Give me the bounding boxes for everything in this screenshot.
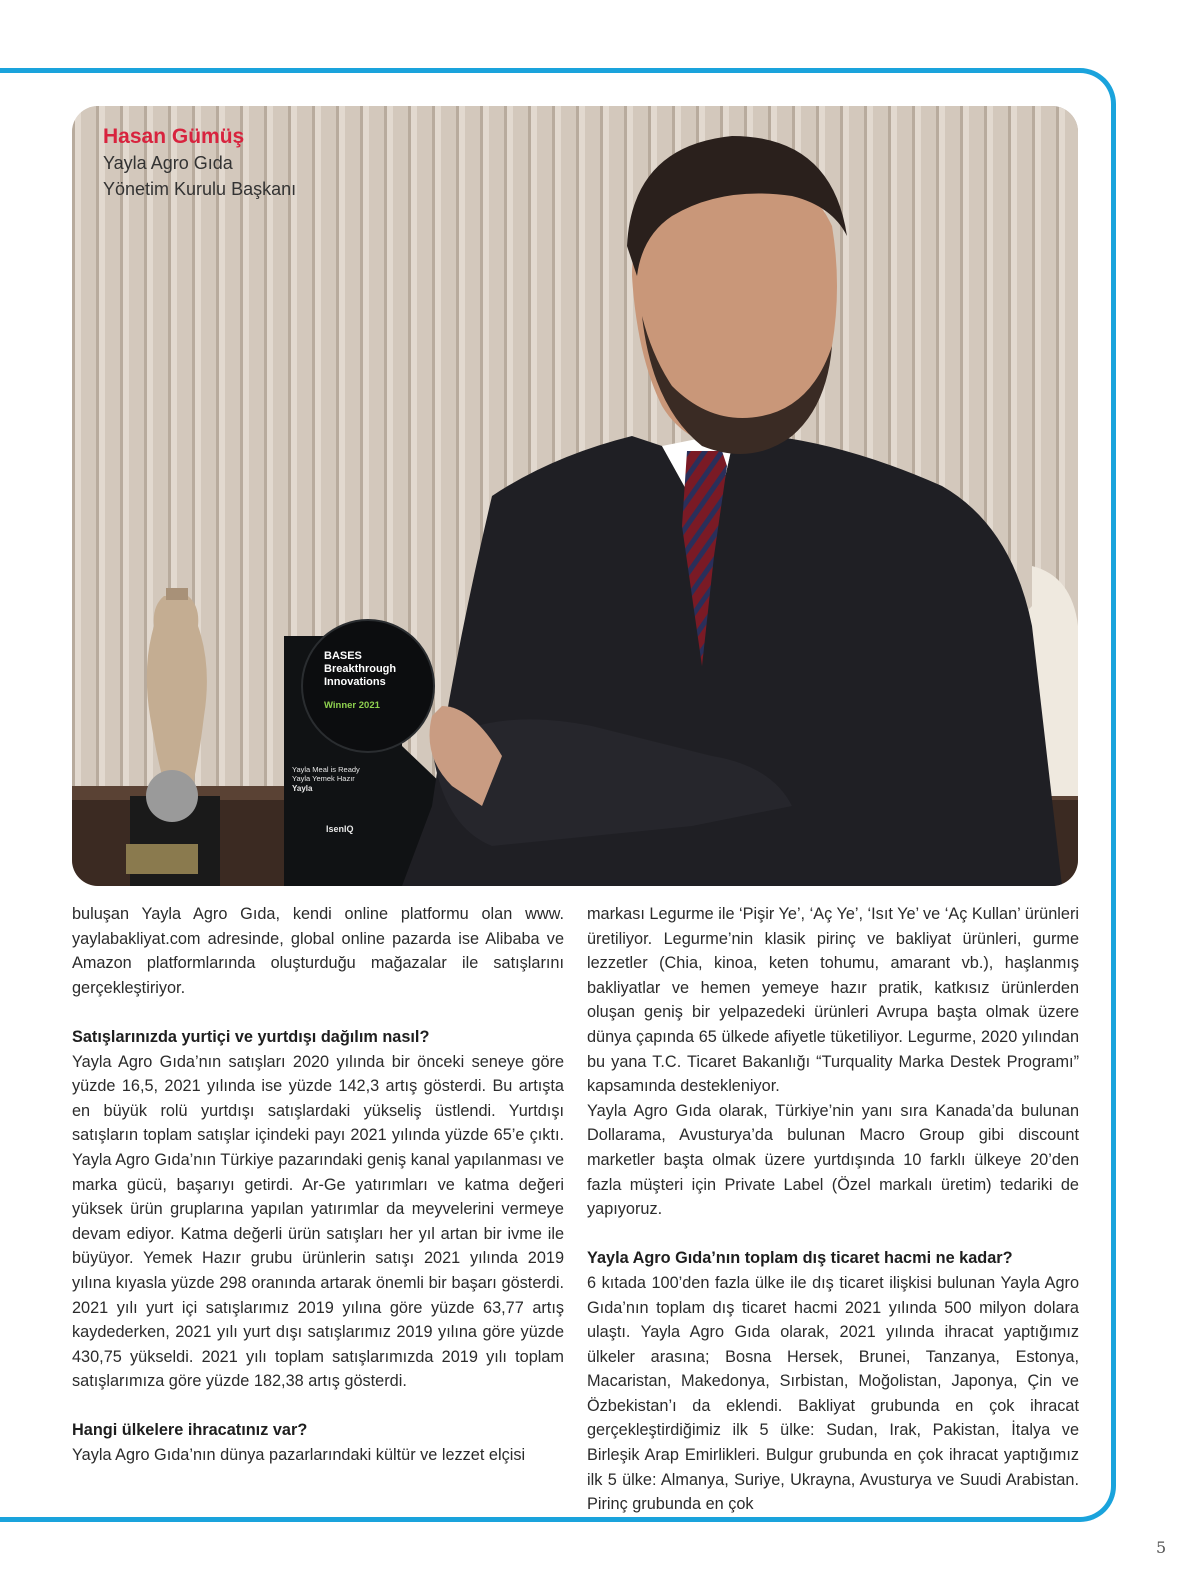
person-company: Yayla Agro Gıda bbox=[103, 153, 233, 173]
person-name: Hasan Gümüş bbox=[103, 125, 245, 148]
person-title: Yönetim Kurulu Başkanı bbox=[103, 179, 297, 199]
photo-caption bbox=[103, 124, 296, 202]
portrait-illustration bbox=[72, 106, 1078, 886]
question-export-countries: Hangi ülkelere ihracatınız var? bbox=[72, 1421, 308, 1440]
right-column bbox=[587, 902, 1079, 1517]
award-brand: IsenIQ bbox=[326, 824, 354, 834]
question-trade-volume: Yayla Agro Gıda’nın toplam dış ticaret hacmi ne kadar? bbox=[587, 1249, 1013, 1268]
answer-export-countries-start: Yayla Agro Gıda’nın dünya pazarlarındaki kültür ve lezzet elçisi bbox=[72, 1446, 526, 1465]
answer-trade-volume: 6 kıtada 100’den fazla ülke ile dış ticaret ilişkisi bulunan Yayla Agro Gıda’nın toplam dış ticaret hacmi 2021 yılında 500 milyon dolara ulaştı. Yayla Agro Gıda olarak, 2021 yılında ihracat yaptığımız ülkeler arasına; Bosna Hersek, Brunei, Tanzanya, Estonya, Macaristan, Makedonya, Sırbistan, Moğolistan, Japonya, Çin ve Özbekistan’ı da eklendi. Bakliyat grubunda en çok ihracat gerçekleştirdiğimiz ilk 5 ülke: Sudan, Irak, Pakistan, İtalya ve Birleşik Arap Emirlikleri. Bulgur grubunda en çok ihracat yaptığımız ilk 5 ülke: Almanya, Suriye, Ukrayna, Avusturya ve Suudi Arabistan. Pirinç grubunda en çok bbox=[587, 1273, 1079, 1514]
page-number: 5 bbox=[1156, 1538, 1167, 1557]
right-paragraph-2: Yayla Agro Gıda olarak, Türkiye’nin yanı sıra Kanada’da bulunan Dollarama, Avusturya’da bulunan Macro Group gibi discount marketler başta olmak üzere yurtdışında 10 farklı ülkeye 20’den fazla müşteri için Private Label (Özel markalı üretim) tedariki de yapıyoruz. bbox=[587, 1101, 1079, 1219]
award-line3: Innovations bbox=[324, 676, 386, 688]
question-sales-distribution: Satışlarınızda yurtiçi ve yurtdışı dağılım nasıl? bbox=[72, 1027, 430, 1046]
award-line2: Breakthrough bbox=[324, 663, 397, 675]
award-line4: Winner 2021 bbox=[324, 700, 380, 711]
award-line1: BASES bbox=[324, 650, 362, 662]
left-paragraph-1: buluşan Yayla Agro Gıda, kendi online platformu olan www. yaylabakliyat.com adresinde, global online pazarda ise Alibaba ve Amazon platformlarında oluşturduğu mağazalar ile satışlarını gerçekleştiriyor. bbox=[72, 905, 564, 997]
award-product1: Yayla Meal is Ready bbox=[292, 765, 360, 774]
right-paragraph-1: markası Legurme ile ‘Pişir Ye’, ‘Aç Ye’, ‘Isıt Ye’ ve ‘Aç Kullan’ ürünleri üretiliyor. Legurme’nin klasik pirinç ve bakliyat ürünleri, gurme lezzetler (Chia, kinoa, keten tohumu, amarant vb.), haşlanmış bakliyatlar ve hemen yemeye hazır pratik, katkısız ürünlerden oluşan geniş bir yelpazedeki ürünleri Avrupa başta olmak üzere dünya çapında 65 ülkede afiyetle tüketiliyor. Legurme, 2020 yılından bu yana T.C. Ticaret Bakanlığı “Turquality Marka Destek Programı” kapsamında destekleniyor. bbox=[587, 905, 1079, 1096]
answer-sales-distribution: Yayla Agro Gıda’nın satışları 2020 yılında bir önceki seneye göre yüzde 16,5, 2021 yılında ise yüzde 142,3 artış gösterdi. Bu artışta en büyük rolü yurtdışı satışlardaki yükseliş üstlendi. Yurtdışı satışların toplam satışlar içindeki payı 2021 yılında yüzde 65’e çıktı. Yayla Agro Gıda’nın Türkiye pazarındaki geniş kanal yapılanması ve marka gücü, başarıyı getirdi. Ar-Ge yatırımları ve katma değeri yüksek ürün gruplarına yapılan yatırımlar da meyvelerini vermeye devam ediyor. Katma değerli ürün satışları her yıl artan bir ivme ile büyüyor. Yemek Hazır grubu ürünlerin satışı 2021 yılında 2019 yılına kıyasla yüzde 298 oranında artarak önemli bir başarı gösterdi. 2021 yılı yurt içi satışlarımız 2019 yılına göre yüzde 63,77 artış kaydederken, 2021 yılı yurt dışı satışlarımız 2019 yılına göre yüzde 430,75 yükseldi. 2021 yılı toplam satışlarımızda 2019 yılı toplam satışlarımıza göre yüzde 182,38 artış gösterdi. bbox=[72, 1052, 564, 1391]
left-column bbox=[72, 902, 564, 1468]
award-product3: Yayla bbox=[292, 784, 313, 793]
portrait-photo bbox=[72, 106, 1078, 886]
award-product2: Yayla Yemek Hazır bbox=[292, 774, 355, 783]
